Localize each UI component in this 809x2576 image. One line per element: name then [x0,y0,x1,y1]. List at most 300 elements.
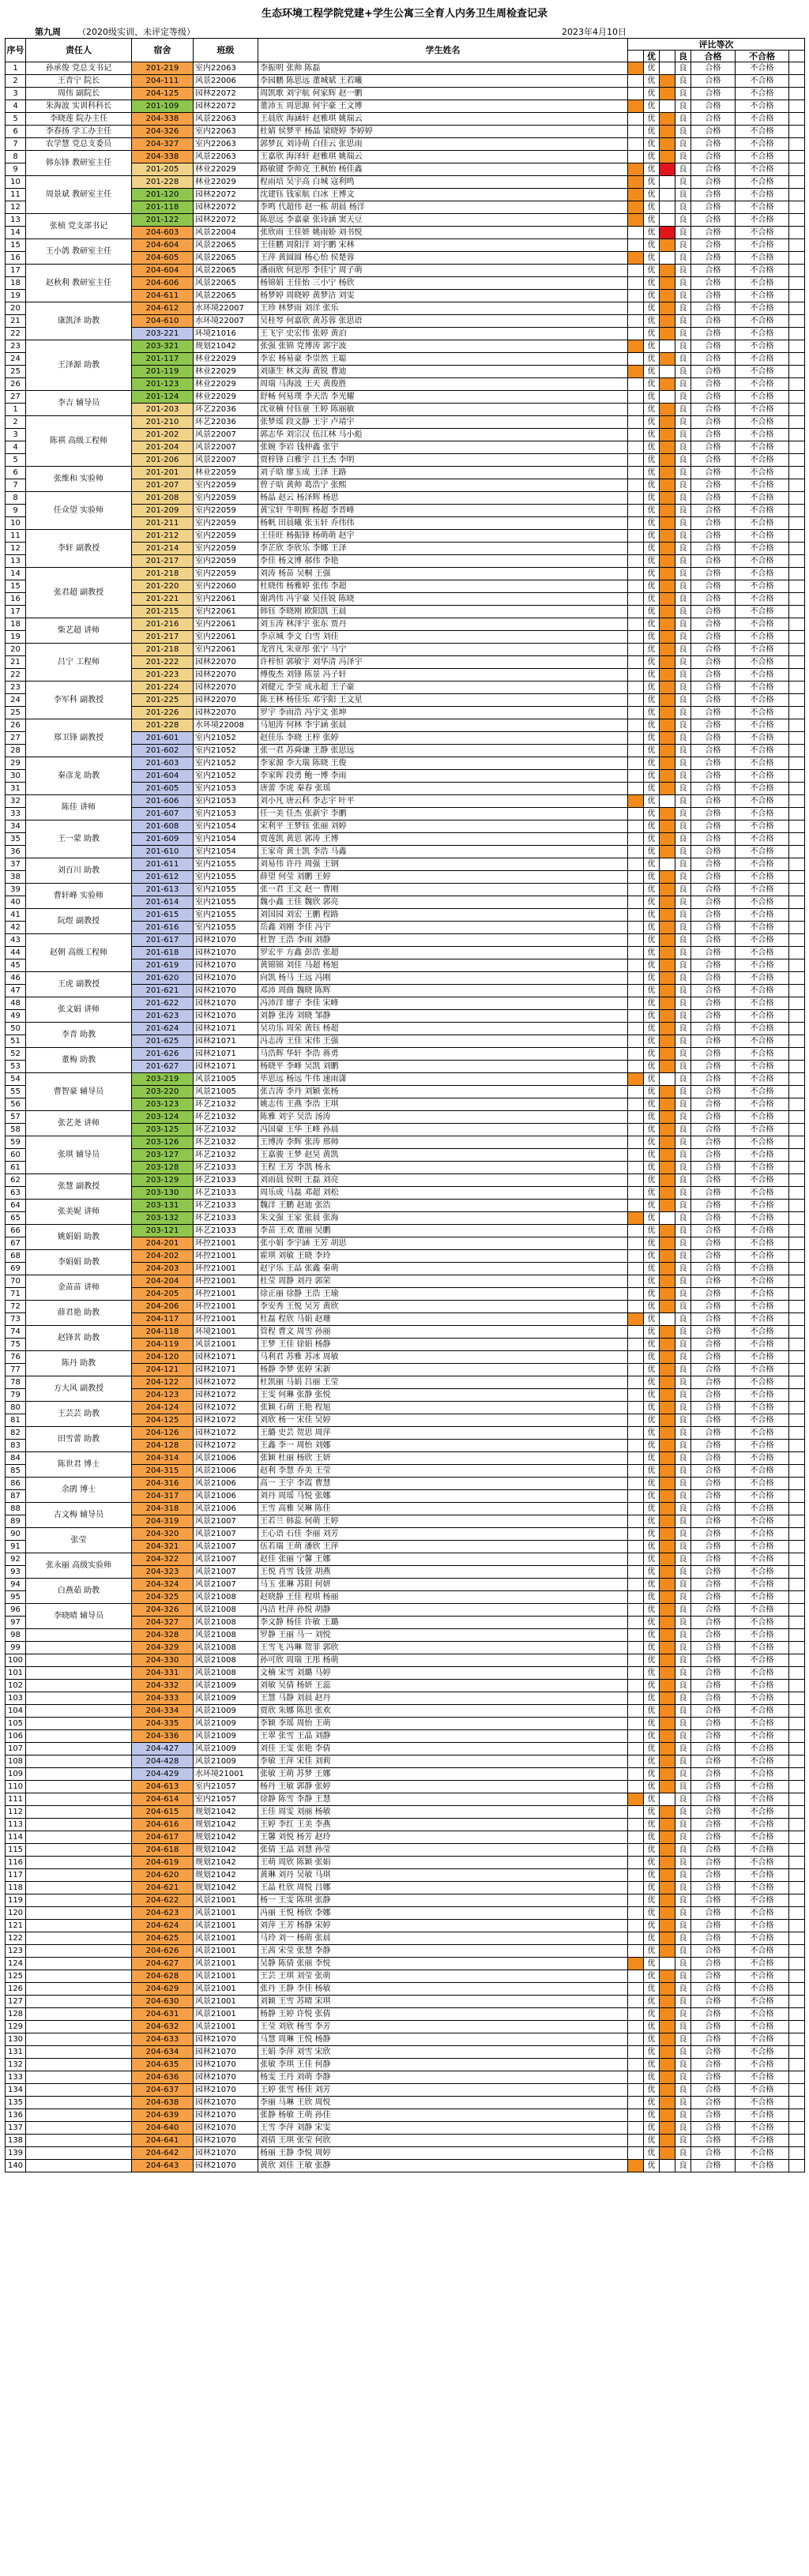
rating-fail: 不合格 [736,555,789,568]
rating-mark-extra [789,1098,805,1111]
rating-pass: 合格 [691,1111,736,1124]
row-number: 138 [6,2135,26,2147]
row-number: 124 [6,1958,26,1970]
rating-pass: 合格 [691,1920,736,1932]
header-grade-excellent: 优 [644,51,660,62]
row-number: 44 [6,947,26,959]
dorm-number: 204-617 [132,1831,194,1844]
rating-mark-excellent [628,682,644,694]
rating-mark-good [660,1781,675,1793]
rating-mark-extra [789,189,805,201]
rating-fail: 不合格 [736,1035,789,1048]
rating-fail: 不合格 [736,62,789,75]
dorm-number: 204-323 [132,1566,194,1579]
row-number: 29 [6,757,26,770]
dorm-number: 203-220 [132,1086,194,1098]
table-row [6,1200,805,1212]
rating-excellent: 优 [644,441,660,454]
rating-excellent: 优 [644,1326,660,1339]
rating-good: 良 [675,909,691,922]
rating-pass: 合格 [691,1478,736,1490]
student-names: 刘雨晨 侯明 王磊 刘亮 [258,1174,628,1187]
rating-good: 良 [675,1705,691,1718]
rating-excellent: 优 [644,1629,660,1642]
rating-mark-excellent [628,1894,644,1907]
rating-mark-excellent [628,517,644,530]
rating-fail: 不合格 [736,441,789,454]
table-row [6,1023,805,1035]
student-names: 沈亚楠 付钰童 王婷 陈丽敏 [258,404,628,416]
rating-mark-extra [789,1541,805,1553]
student-names: 伍若瑞 王萌 潘欣 王萍 [258,1541,628,1553]
rating-fail: 不合格 [736,1553,789,1566]
student-names: 王家奇 黄士凯 李浩 马鑫 [258,846,628,858]
rating-mark-good [660,2135,675,2147]
table-row [6,1857,805,1869]
row-number: 10 [6,176,26,189]
rating-good: 良 [675,75,691,88]
student-names: 张敏 王萌 苏梦 王娜 [258,1768,628,1781]
rating-fail: 不合格 [736,1920,789,1932]
rating-mark-excellent [628,1490,644,1503]
responsible-person [26,1806,132,1819]
rating-mark-good [660,1932,675,1945]
rating-good: 良 [675,1174,691,1187]
dorm-number: 204-619 [132,1857,194,1869]
dorm-number: 204-642 [132,2147,194,2160]
rating-excellent: 优 [644,934,660,947]
rating-excellent: 优 [644,176,660,189]
row-number: 117 [6,1869,26,1882]
class-name: 风景21007 [194,1528,258,1541]
class-name: 室内22063 [194,126,258,138]
class-name: 园林21070 [194,2109,258,2122]
dorm-number: 201-221 [132,593,194,606]
rating-pass: 合格 [691,555,736,568]
rating-mark-excellent [628,290,644,302]
table-row [6,62,805,75]
responsible-person: 周伟 副院长 [26,88,132,100]
rating-excellent: 优 [644,656,660,669]
rating-mark-extra [789,1579,805,1591]
rating-good: 良 [675,1111,691,1124]
rating-excellent: 优 [644,1225,660,1237]
row-number: 120 [6,1907,26,1920]
class-name: 室内21052 [194,770,258,783]
rating-excellent: 优 [644,517,660,530]
class-name: 园林22072 [194,88,258,100]
rating-mark-extra [789,2021,805,2033]
dorm-number: 204-618 [132,1844,194,1857]
dorm-number: 204-605 [132,252,194,265]
header-grade-good: 良 [675,51,691,62]
rating-good: 良 [675,795,691,808]
rating-mark-good [660,113,675,126]
rating-mark-excellent [628,1061,644,1073]
rating-mark-excellent [628,1667,644,1680]
table-row [6,1351,805,1364]
rating-good: 良 [675,2084,691,2097]
rating-mark-good [660,239,675,252]
row-number: 12 [6,543,26,555]
rating-mark-good [660,1844,675,1857]
rating-mark-excellent [628,467,644,479]
responsible-person [26,1793,132,1806]
rating-excellent: 优 [644,1642,660,1654]
rating-excellent: 优 [644,1200,660,1212]
responsible-person: 余鹃 博士 [26,1478,132,1503]
rating-fail: 不合格 [736,353,789,366]
rating-excellent: 优 [644,959,660,972]
inspection-sheet [5,5,804,2172]
class-name: 室内21055 [194,871,258,884]
rating-pass: 合格 [691,1553,736,1566]
rating-pass: 合格 [691,1806,736,1819]
dorm-number: 201-218 [132,644,194,656]
class-name: 园林21072 [194,1376,258,1389]
row-number: 89 [6,1515,26,1528]
rating-fail: 不合格 [736,833,789,846]
rating-mark-extra [789,1414,805,1427]
header-grade-pass: 合格 [691,51,736,62]
row-number: 61 [6,1162,26,1174]
dorm-number: 204-201 [132,1237,194,1250]
rating-fail: 不合格 [736,2122,789,2135]
rating-mark-good [660,1200,675,1212]
rating-pass: 合格 [691,138,736,151]
responsible-person: 张美妮 讲师 [26,1200,132,1225]
rating-mark-good [660,1187,675,1200]
rating-good: 良 [675,252,691,265]
row-number: 139 [6,2147,26,2160]
class-name: 风景22065 [194,252,258,265]
table-row [6,1301,805,1313]
rating-pass: 合格 [691,959,736,972]
rating-mark-excellent [628,1136,644,1149]
rating-pass: 合格 [691,492,736,505]
rating-mark-excellent [628,2084,644,2097]
rating-fail: 不合格 [736,1743,789,1756]
rating-good: 良 [675,1970,691,1983]
dorm-number: 204-622 [132,1894,194,1907]
dorm-number: 204-643 [132,2160,194,2172]
rating-mark-good [660,618,675,631]
rating-good: 良 [675,340,691,353]
table-row [6,1275,805,1288]
rating-good: 良 [675,189,691,201]
rating-excellent: 优 [644,1894,660,1907]
rating-fail: 不合格 [736,808,789,820]
rating-fail: 不合格 [736,1617,789,1629]
rating-fail: 不合格 [736,1250,789,1263]
rating-fail: 不合格 [736,985,789,997]
rating-excellent: 优 [644,227,660,239]
row-number: 91 [6,1541,26,1553]
student-names: 罗宏平 方鑫 彭浩 张超 [258,947,628,959]
rating-pass: 合格 [691,1958,736,1970]
rating-mark-good [660,1566,675,1579]
row-number: 59 [6,1136,26,1149]
dorm-number: 204-324 [132,1579,194,1591]
table-row [6,1806,805,1819]
student-names: 潘雨欣 何思彤 李佳宁 周子萌 [258,265,628,277]
rating-fail: 不合格 [736,429,789,441]
rating-mark-extra [789,1680,805,1692]
rating-pass: 合格 [691,757,736,770]
rating-excellent: 优 [644,757,660,770]
dorm-number: 204-606 [132,277,194,290]
rating-good: 良 [675,2071,691,2084]
student-names: 刘国园 刘宏 王鹏 程路 [258,909,628,922]
rating-mark-extra [789,100,805,113]
row-number: 32 [6,795,26,808]
rating-mark-excellent [628,2109,644,2122]
rating-mark-extra [789,783,805,795]
rating-fail: 不合格 [736,2059,789,2071]
week-label: 第九周 [35,27,61,37]
row-number: 13 [6,555,26,568]
rating-mark-extra [789,88,805,100]
dorm-number: 201-217 [132,631,194,644]
responsible-person: 金苗苗 讲师 [26,1275,132,1301]
rating-mark-extra [789,1756,805,1768]
class-name: 环控21001 [194,1237,258,1250]
rating-mark-excellent [628,1465,644,1478]
rating-pass: 合格 [691,454,736,467]
responsible-person: 张琪 辅导员 [26,1136,132,1174]
table-row [6,2109,805,2122]
rating-mark-extra [789,315,805,328]
student-names: 刘玉涛 林泽宇 张东 贾丹 [258,618,628,631]
rating-fail: 不合格 [736,1427,789,1440]
table-row [6,391,805,404]
rating-pass: 合格 [691,1857,736,1869]
table-row [6,1250,805,1263]
rating-fail: 不合格 [736,707,789,719]
student-names: 冯国豪 王华 王峰 孙晨 [258,1124,628,1136]
rating-pass: 合格 [691,1440,736,1452]
class-name: 园林22070 [194,707,258,719]
row-number: 12 [6,201,26,214]
student-names: 杨晓平 李峰 吴凯 刘鹏 [258,1061,628,1073]
responsible-person [26,1642,132,1654]
rating-mark-extra [789,1503,805,1515]
dorm-number: 204-332 [132,1680,194,1692]
row-number: 96 [6,1604,26,1617]
rating-mark-extra [789,113,805,126]
rating-good: 良 [675,138,691,151]
rating-mark-excellent [628,1806,644,1819]
rating-pass: 合格 [691,1035,736,1048]
rating-mark-extra [789,1427,805,1440]
table-row [6,972,805,985]
rating-mark-good [660,2059,675,2071]
rating-mark-extra [789,2097,805,2109]
dorm-number: 204-627 [132,1958,194,1970]
row-number: 123 [6,1945,26,1958]
rating-mark-excellent [628,2147,644,2160]
rating-pass: 合格 [691,1073,736,1086]
class-name: 水环境21001 [194,1768,258,1781]
row-number: 57 [6,1111,26,1124]
dorm-number: 201-205 [132,163,194,176]
student-names: 马玲 刘一 杨萌 张晨 [258,1932,628,1945]
rating-good: 良 [675,1629,691,1642]
rating-mark-excellent [628,2008,644,2021]
class-name: 园林22072 [194,214,258,227]
rating-pass: 合格 [691,214,736,227]
student-names: 张倩 王晶 刘慧 孙莹 [258,1844,628,1857]
rating-fail: 不合格 [736,1465,789,1478]
rating-excellent: 优 [644,1478,660,1490]
row-number: 16 [6,593,26,606]
rating-good: 良 [675,1882,691,1894]
rating-mark-extra [789,1288,805,1301]
rating-mark-excellent [628,2033,644,2046]
rating-pass: 合格 [691,1654,736,1667]
rating-fail: 不合格 [736,1844,789,1857]
rating-good: 良 [675,1414,691,1427]
rating-fail: 不合格 [736,1023,789,1035]
rating-fail: 不合格 [736,492,789,505]
table-row [6,1402,805,1414]
responsible-person [26,1654,132,1667]
rating-mark-extra [789,1932,805,1945]
class-name: 规划21042 [194,1831,258,1844]
row-number: 74 [6,1326,26,1339]
row-number: 90 [6,1528,26,1541]
dorm-number: 204-624 [132,1920,194,1932]
table-row [6,1136,805,1149]
rating-fail: 不合格 [736,505,789,517]
dorm-number: 201-210 [132,416,194,429]
row-number: 7 [6,479,26,492]
class-name: 林业22059 [194,467,258,479]
rating-excellent: 优 [644,871,660,884]
responsible-person [26,1768,132,1781]
rating-pass: 合格 [691,1591,736,1604]
rating-mark-extra [789,543,805,555]
class-name: 规划21042 [194,1844,258,1857]
rating-mark-good [660,2109,675,2122]
rating-pass: 合格 [691,290,736,302]
rating-mark-excellent [628,1781,644,1793]
rating-pass: 合格 [691,1010,736,1023]
rating-fail: 不合格 [736,391,789,404]
rating-mark-extra [789,62,805,75]
rating-mark-good [660,2122,675,2135]
rating-excellent: 优 [644,682,660,694]
rating-fail: 不合格 [736,1907,789,1920]
rating-fail: 不合格 [736,1819,789,1831]
rating-excellent: 优 [644,2109,660,2122]
rating-mark-excellent [628,833,644,846]
row-number: 114 [6,1831,26,1844]
rating-pass: 合格 [691,2008,736,2021]
rating-mark-excellent [628,1351,644,1364]
responsible-person [26,2033,132,2046]
rating-mark-extra [789,1857,805,1869]
table-row [6,2071,805,2084]
rating-mark-excellent [628,593,644,606]
rating-mark-good [660,846,675,858]
class-name: 园林21070 [194,2160,258,2172]
class-name: 园林21071 [194,1061,258,1073]
rating-good: 良 [675,682,691,694]
rating-good: 良 [675,568,691,580]
rating-good: 良 [675,1275,691,1288]
dorm-number: 201-224 [132,682,194,694]
rating-fail: 不合格 [736,214,789,227]
student-names: 杨帆 田晨曦 张玉轩 乔伟伟 [258,517,628,530]
responsible-person: 康凯泽 助教 [26,302,132,340]
class-name: 风景22065 [194,239,258,252]
rating-excellent: 优 [644,694,660,707]
rating-pass: 合格 [691,1212,736,1225]
rating-mark-excellent [628,1187,644,1200]
rating-fail: 不合格 [736,252,789,265]
student-names: 张欣雨 王佳妍 姚雨娇 刘书悦 [258,227,628,239]
rating-mark-extra [789,517,805,530]
dorm-number: 201-215 [132,606,194,618]
rating-good: 良 [675,1389,691,1402]
rating-excellent: 优 [644,1452,660,1465]
student-names: 向凯 杨马 王远 冯刚 [258,972,628,985]
rating-mark-good [660,1452,675,1465]
rating-fail: 不合格 [736,2097,789,2109]
responsible-person: 吕宁 工程师 [26,644,132,682]
student-names: 傅俊杰 刘锋 陈景 冯子轩 [258,669,628,682]
responsible-person [26,1705,132,1718]
class-name: 环控21001 [194,1263,258,1275]
rating-mark-extra [789,795,805,808]
rating-pass: 合格 [691,1427,736,1440]
table-row [6,1819,805,1831]
row-number: 107 [6,1743,26,1756]
row-number: 79 [6,1389,26,1402]
student-names: 宋利平 王梦钰 张丽 刘婷 [258,820,628,833]
class-name: 园林21070 [194,2122,258,2135]
rating-mark-good [660,1237,675,1250]
row-number: 48 [6,997,26,1010]
table-row [6,1667,805,1680]
header-class: 班级 [194,39,258,62]
rating-mark-good [660,227,675,239]
student-names: 赵晓静 王佳 程琪 杨丽 [258,1591,628,1604]
rating-excellent: 优 [644,1263,660,1275]
rating-excellent: 优 [644,366,660,378]
rating-mark-excellent [628,795,644,808]
rating-good: 良 [675,1313,691,1326]
student-names: 赵佳 张丽 宁馨 王娜 [258,1553,628,1566]
class-name: 风景21009 [194,1680,258,1692]
dorm-number: 204-631 [132,2008,194,2021]
dorm-number: 201-620 [132,972,194,985]
class-name: 风景22006 [194,75,258,88]
rating-good: 良 [675,1756,691,1768]
header-grade-fail: 不合格 [736,51,789,62]
responsible-person [26,1718,132,1730]
rating-mark-good [660,1402,675,1414]
rating-fail: 不合格 [736,2033,789,2046]
rating-pass: 合格 [691,416,736,429]
rating-excellent: 优 [644,1566,660,1579]
class-name: 风景21008 [194,1667,258,1680]
rating-mark-good [660,858,675,871]
rating-good: 良 [675,163,691,176]
class-name: 室内21055 [194,922,258,934]
table-row [6,2008,805,2021]
